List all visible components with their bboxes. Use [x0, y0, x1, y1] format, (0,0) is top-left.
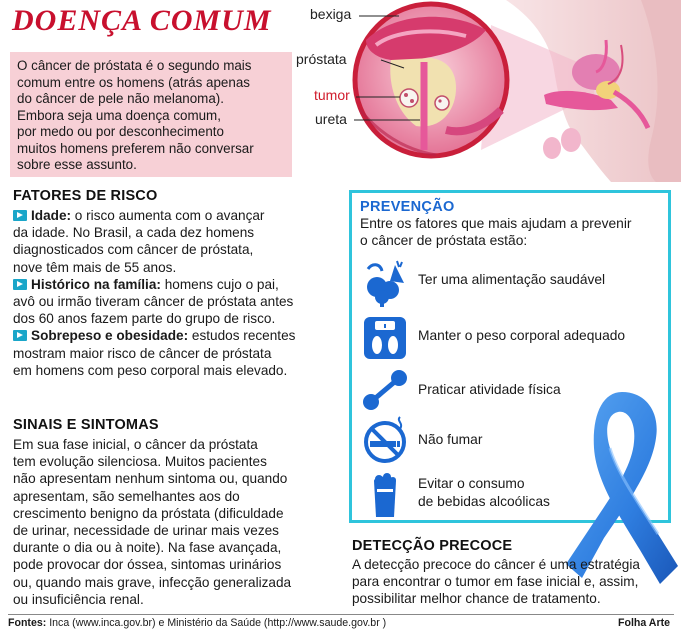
intro-line: muitos homens preferem não conversar: [17, 140, 254, 156]
intro-line: sobre esse assunto.: [17, 157, 137, 172]
symptoms-section: [13, 417, 343, 608]
anatomy-drawing: [296, 0, 681, 182]
prevention-text-food: Ter uma alimentação saudável: [418, 272, 606, 287]
risk-factors-section: [13, 188, 343, 379]
prevention-text-weight: Manter o peso corporal adequado: [418, 328, 626, 343]
prevention-item-weight: [360, 313, 665, 363]
scale-icon: [360, 313, 410, 363]
early-detection-section: [352, 538, 672, 607]
page-title: DOENÇA COMUM: [12, 4, 272, 37]
risk-item-age: Idade: o risco aumenta com o avançar da idade. No Brasil, a cada dez homens diagnosticados com câncer de próstata, nove têm mais de 55 anos.: [13, 208, 265, 275]
intro-line: por medo ou por desconhecimento: [17, 124, 224, 139]
arrow-bullet-icon: [13, 210, 27, 221]
risk-factors-title: FATORES DE RISCO: [13, 188, 158, 204]
food-icon: [360, 257, 410, 307]
prevention-intro: Entre os fatores que mais ajudam a prevenir o câncer de próstata estão:: [360, 216, 632, 248]
intro-line: comum entre os homens (atrás apenas: [17, 74, 250, 90]
prevention-text-alcohol: Evitar o consumo de bebidas alcoólicas: [418, 476, 550, 509]
early-detection-title: DETECÇÃO PRECOCE: [352, 538, 513, 554]
risk-item-family: Histórico na família: homens cujo o pai, avô ou irmão tiveram câncer de próstata antes dos 60 anos fazem parte do grupo de risco.: [13, 276, 294, 327]
intro-box: [10, 52, 292, 177]
symptoms-text: Em sua fase inicial, o câncer da próstata tem evolução silenciosa. Muitos pacientes não apresentam nenhum sintoma ou, quando apresentam, são semelhantes aos do crescimento benigno da próstata (dificuldade de urinar, necessidade de urinar mais vezes durante o dia ou à noite). Na fase avançada, pode provocar dor óssea, sintomas urinários ou, quando mais grave, infecção generalizada ou insuficiência renal.: [13, 437, 292, 607]
label-urethra: ureta: [315, 111, 347, 127]
arrow-bullet-icon: [13, 279, 27, 290]
intro-line: O câncer de próstata é o segundo mais: [17, 58, 252, 73]
prevention-text-smoking: Não fumar: [418, 432, 483, 447]
sources: Fontes: Inca (www.inca.gov.br) e Ministério da Saúde (http://www.saude.gov.br ): [8, 617, 387, 629]
symptoms-title: SINAIS E SINTOMAS: [13, 417, 159, 433]
intro-line: do câncer de pele não melanoma).: [17, 91, 224, 106]
dumbbell-icon: [360, 365, 410, 415]
prevention-text-exercise: Praticar atividade física: [418, 382, 561, 397]
arrow-bullet-icon: [13, 330, 27, 341]
footer: [8, 614, 674, 629]
intro-line: Embora seja uma doença comum,: [17, 107, 221, 123]
beer-icon: [360, 471, 410, 521]
prevention-title: PREVENÇÃO: [360, 199, 455, 215]
label-prostate: próstata: [296, 51, 347, 67]
early-detection-text: A detecção precoce do câncer é uma estratégia para encontrar o tumor em fase inicial e, assim, possibilitar melhor chance de tratamento.: [352, 557, 640, 606]
label-bladder: bexiga: [310, 6, 352, 22]
anatomy-illustration: [296, 0, 681, 182]
risk-item-weight: Sobrepeso e obesidade: estudos recentes mostram maior risco de câncer de próstata em homens com peso corporal mais elevado.: [13, 328, 296, 378]
label-tumor: tumor: [314, 87, 350, 103]
no-smoking-icon: [360, 415, 410, 465]
prevention-item-food: [360, 257, 665, 307]
credit: Folha Arte: [618, 617, 670, 629]
tumor-zoom: [400, 89, 418, 107]
